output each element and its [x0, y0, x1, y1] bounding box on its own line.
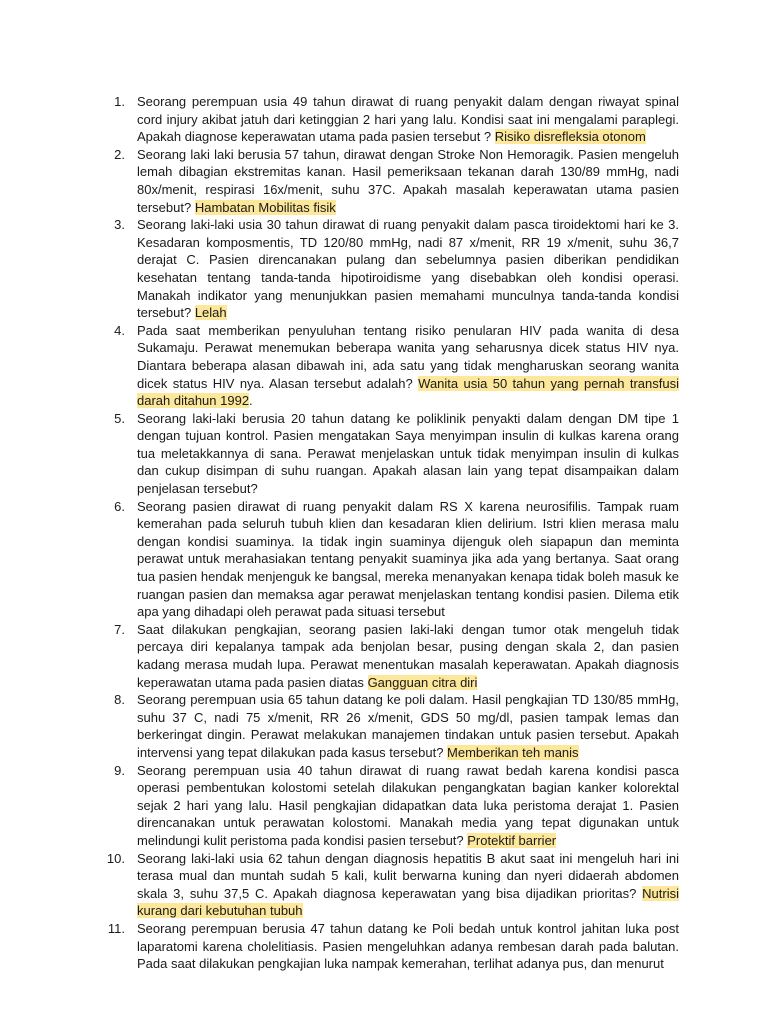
question-number: 6. — [114, 498, 125, 514]
question-number: 5. — [114, 410, 125, 426]
question-number: 4. — [114, 322, 125, 338]
question-text: Seorang perempuan usia 49 tahun dirawat di ruang penyakit dalam dengan riwayat spinal cord injury akibat jatuh dari ketinggian 2 hari yang lalu. Kondisi saat ini mengalami paraplegi. Apakah diagnose keperawatan utama pada pasien tersebut ? — [137, 94, 679, 145]
question-number: 9. — [114, 762, 125, 778]
question-number: 11. — [107, 920, 125, 936]
list-item — [100, 691, 679, 761]
highlighted-answer: Gangguan citra diri — [367, 674, 478, 690]
highlighted-answer: Nutrisi kurang dari kebutuhan tubuh — [137, 885, 679, 919]
question-text: Seorang laki-laki usia 30 tahun dirawat di ruang penyakit dalam pasca tiroidektomi hari ke 3. Kesadaran komposmentis, TD 120/80 mmHg, nadi 87 x/menit, RR 19 x/menit, suhu 36,7 derajat C. Pasien direncanakan pulang dan sebelumnya pasien diberikan pendidikan kesehatan tentang tanda-tanda hipotiroidisme yang disebabkan oleh kondisi operasi. Manakah indikator yang menunjukkan pasien memahami munculnya tanda-tanda kondisi tersebut? — [137, 217, 679, 321]
list-item — [100, 93, 679, 146]
question-text: Seorang laki-laki berusia 20 tahun datang ke poliklinik penyakti dalam dengan DM tipe 1 dengan tujuan kontrol. Pasien mengatakan Saya menyimpan insulin di kulkas karena orang tua meletakkannya di sana. Perawat menjelaskan untuk tidak menyimpan insulin di kulkas dan cukup disimpan di suhu ruangan. Apakah alasan lain yang tepat disampaikan dalam penjelasan tersebut? — [137, 410, 679, 497]
question-text: Seorang perempuan berusia 47 tahun datang ke Poli bedah untuk kontrol jahitan luka post laparatomi karena cholelitiasis. Pasien mengeluhkan adanya rembesan darah pada balutan. Pada saat dilakukan pengkajian luka nampak kemerahan, terlihat adanya pus, dan menurut — [137, 920, 679, 972]
question-number: 7. — [114, 621, 125, 637]
list-item — [100, 410, 679, 498]
highlighted-answer: Protektif barrier — [467, 832, 557, 848]
highlighted-answer: Memberikan teh manis — [447, 744, 579, 760]
question-number: 3. — [114, 217, 125, 233]
highlighted-answer: Lelah — [194, 305, 227, 321]
question-text: Seorang laki-laki usia 62 tahun dengan diagnosis hepatitis B akut saat ini mengeluh hari ini terasa mual dan muntah sudah 5 kali, kulit berwarna kuning dan nyeri didaerah abdomen skala 3, suhu 37,5 C. Apakah diagnosa keperawatan yang bisa dijadikan prioritas? — [137, 850, 679, 901]
question-number: 8. — [114, 692, 125, 708]
question-number: 10. — [106, 850, 125, 866]
question-text: Saat dilakukan pengkajian, seorang pasien laki-laki dengan tumor otak mengeluh tidak percaya diri kepalanya tampak ada benjolan besar, pusing dengan skala 2, dan pasien kadang merasa mudah lupa. Perawat menentukan masalah keperawatan. Apakah diagnosis keperawatan utama pada pasien diatas — [137, 621, 679, 690]
list-item — [100, 850, 679, 920]
question-number: 1. — [114, 94, 125, 109]
highlighted-answer: Hambatan Mobilitas fisik — [194, 199, 336, 215]
list-item — [100, 216, 679, 322]
question-text: Seorang perempuan usia 65 tahun datang ke poli dalam. Hasil pengkajian TD 130/85 mmHg, suhu 37 C, nadi 75 x/menit, RR 26 x/menit, GDS 50 mg/dl, pasien tampak lemas dan berkeringat dingin. Perawat melakukan manajemen tindakan untuk pasien tersebut. Apakah intervensi yang tepat dilakukan pada kasus tersebut? — [137, 692, 679, 760]
question-text: Seorang laki laki berusia 57 tahun, dirawat dengan Stroke Non Hemoragik. Pasien mengeluh lemah dibagian ekstremitas kanan. Hasil pemeriksaan tekanan darah 130/89 mmHg, nadi 80x/menit, respirasi 16x/menit, suhu 37C. Apakah masalah keperawatan utama pasien tersebut? — [137, 146, 679, 215]
question-text: Pada saat memberikan penyuluhan tentang risiko penularan HIV pada wanita di desa Sukamaju. Perawat menemukan beberapa wanita yang seharusnya dicek status HIV nya. Diantara beberapa alasan dibawah ini, ada satu yang tidak mengharuskan seorang wanita dicek status HIV nya. Alasan tersebut adalah? — [137, 322, 679, 391]
list-item — [100, 146, 679, 216]
list-item — [100, 762, 679, 850]
question-text: Seorang perempuan usia 40 tahun dirawat di ruang rawat bedah karena kondisi pasca operasi pembentukan kolostomi setelah dilakukan pengangkatan bagian kanker kolorektal sejak 2 hari yang lalu. Hasil pengkajian didapatkan data luka peristoma derajat 1. Pasien direncanakan untuk perawatan kolostomi. Manakah media yang tepat digunakan untuk melindungi kulit peristoma pada kondisi pasien tersebut? — [137, 762, 679, 848]
question-number: 2. — [114, 146, 125, 162]
highlighted-answer: Risiko disrefleksia otonom — [494, 129, 646, 145]
question-list — [100, 93, 679, 973]
list-item — [100, 322, 679, 410]
list-item — [100, 920, 679, 973]
answer-suffix: . — [249, 393, 253, 409]
list-item — [100, 621, 679, 691]
question-text: Seorang pasien dirawat di ruang penyakit dalam RS X karena neurosifilis. Tampak ruam kemerahan pada seluruh tubuh klien dan kesadaran klien delirium. Istri klien merasa malu dengan kondisi suaminya. Ia tidak ingin suaminya dijenguk oleh siapapun dan meminta perawat untuk merahasiakan tentang penyakit suaminya jika ada yang bertanya. Saat orang tua pasien hendak menjenguk ke bangsal, mereka menanyakan kenapa tidak boleh masuk ke ruangan pasien dan memaksa agar perawat menjelaskan tentang kondisi pasien. Dilema etik apa yang dihadapi oleh perawat pada situasi tersebut — [137, 498, 679, 620]
highlighted-answer: Wanita usia 50 tahun yang pernah transfusi darah ditahun 1992 — [137, 375, 679, 409]
list-item — [100, 498, 679, 621]
